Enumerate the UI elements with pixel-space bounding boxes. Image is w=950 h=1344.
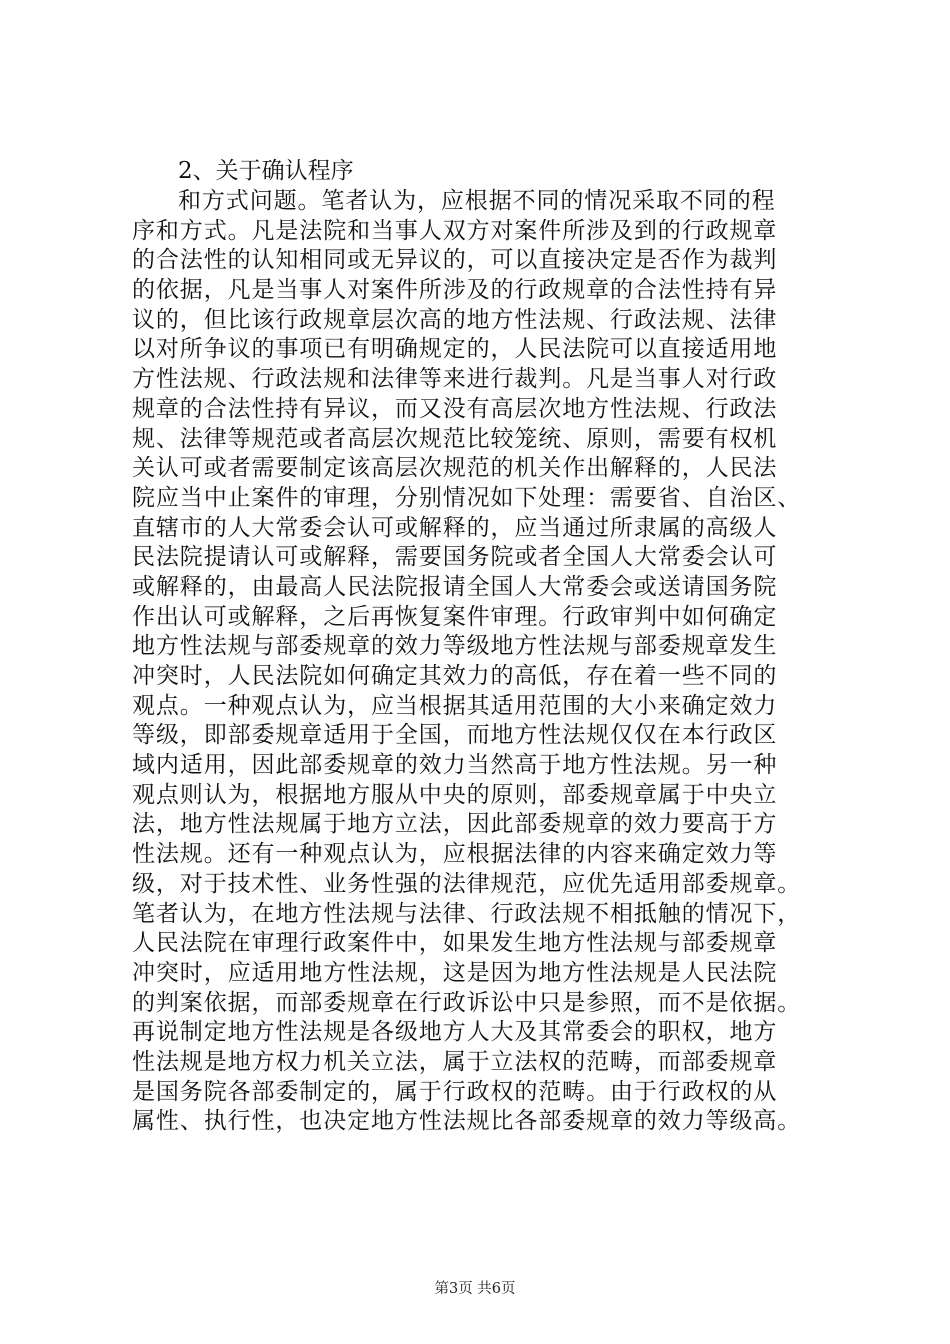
- text-line: 关认可或者需要制定该高层次规范的机关作出解释的，人民法: [132, 455, 778, 482]
- text-line: 冲突时，应适用地方性法规，这是因为地方性法规是人民法院: [132, 959, 778, 986]
- text-line: 或解释的，由最高人民法院报请全国人大常委会或送请国务院: [132, 573, 778, 600]
- text-line: 观点。一种观点认为，应当根据其适用范围的大小来确定效力: [132, 692, 778, 719]
- text-line: 序和方式。凡是法院和当事人双方对案件所涉及到的行政规章: [132, 217, 778, 244]
- text-line: 方性法规、行政法规和法律等来进行裁判。凡是当事人对行政: [132, 366, 778, 393]
- text-line: 直辖市的人大常委会认可或解释的，应当通过所隶属的高级人: [132, 514, 778, 541]
- body-paragraph: [132, 187, 852, 1137]
- text-line: 性法规。还有一种观点认为，应根据法律的内容来确定效力等: [132, 841, 778, 868]
- text-line: 是国务院各部委制定的，属于行政权的范畴。由于行政权的从: [132, 1078, 778, 1105]
- text-line: 域内适用，因此部委规章的效力当然高于地方性法规。另一种: [132, 752, 778, 779]
- text-line: 再说制定地方性法规是各级地方人大及其常委会的职权，地方: [132, 1019, 778, 1046]
- text-line: 笔者认为，在地方性法规与法律、行政法规不相抵触的情况下，: [132, 900, 802, 927]
- text-line: 属性、执行性，也决定地方性法规比各部委规章的效力等级高。: [132, 1108, 802, 1135]
- text-line: 级，对于技术性、业务性强的法律规范，应优先适用部委规章。: [132, 870, 802, 897]
- text-line: 和方式问题。笔者认为，应根据不同的情况采取不同的程: [178, 188, 776, 214]
- text-line: 民法院提请认可或解释，需要国务院或者全国人大常委会认可: [132, 544, 778, 571]
- text-line: 的依据，凡是当事人对案件所涉及的行政规章的合法性持有异: [132, 277, 778, 304]
- text-line: 规章的合法性持有异议，而又没有高层次地方性法规、行政法: [132, 395, 778, 422]
- text-line: 以对所争议的事项已有明确规定的，人民法院可以直接适用地: [132, 336, 778, 363]
- section-heading: 2、关于确认程序: [178, 158, 354, 184]
- text-line: 人民法院在审理行政案件中，如果发生地方性法规与部委规章: [132, 930, 778, 957]
- text-line: 院应当中止案件的审理，分别情况如下处理：需要省、自治区、: [132, 484, 802, 511]
- text-line: 法，地方性法规属于地方立法，因此部委规章的效力要高于方: [132, 811, 778, 838]
- text-line: 观点则认为，根据地方服从中央的原则，部委规章属于中央立: [132, 781, 778, 808]
- text-line: 的合法性的认知相同或无异议的，可以直接决定是否作为裁判: [132, 247, 778, 274]
- page-footer: 第3页 共6页: [434, 1281, 516, 1297]
- text-line: 地方性法规与部委规章的效力等级地方性法规与部委规章发生: [132, 633, 778, 660]
- text-line: 性法规是地方权力机关立法，属于立法权的范畴，而部委规章: [132, 1048, 778, 1075]
- text-line: 的判案依据，而部委规章在行政诉讼中只是参照，而不是依据。: [132, 989, 802, 1016]
- text-line: 作出认可或解释，之后再恢复案件审理。行政审判中如何确定: [132, 603, 778, 630]
- text-line: 冲突时，人民法院如何确定其效力的高低，存在着一些不同的: [132, 663, 778, 689]
- text-line: 议的，但比该行政规章层次高的地方性法规、行政法规、法律: [132, 306, 778, 333]
- text-line: 等级，即部委规章适用于全国，而地方性法规仅仅在本行政区: [132, 722, 778, 749]
- text-line: 规、法律等规范或者高层次规范比较笼统、原则，需要有权机: [132, 425, 778, 452]
